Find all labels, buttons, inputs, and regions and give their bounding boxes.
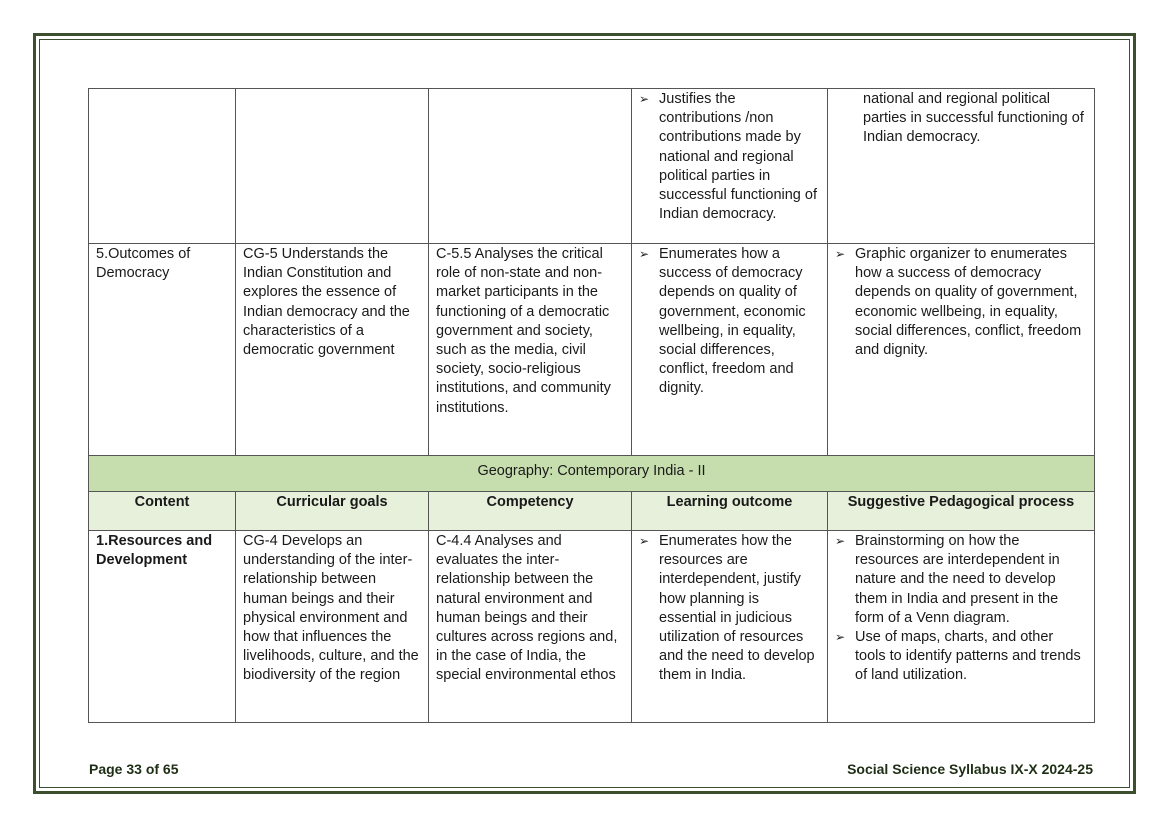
header-row xyxy=(89,492,1095,531)
goal-cell: CG-5 Understands the Indian Constitution and explores the essence of Indian democracy and the characteristics of a democratic government xyxy=(236,244,429,456)
pedagogy-cell xyxy=(828,531,1095,723)
header-content: Content xyxy=(89,492,236,531)
header-competency: Competency xyxy=(429,492,632,531)
section-title: Geography: Contemporary India - II xyxy=(89,456,1095,492)
arrow-bullet-icon: ➢ xyxy=(639,534,650,548)
content-cell: 5.Outcomes of Democracy xyxy=(89,244,236,456)
list-item: ➢ Brainstorming on how the resources are interdependent in nature and the need to develop them in India and present in the form of a Venn diagram. xyxy=(835,532,1087,628)
list-item: ➢ Enumerates how a success of democracy depends on quality of government, economic wellbeing, in equality, social differences, conflict, freedom and dignity. xyxy=(639,245,820,399)
header-pedagogical-process: Suggestive Pedagogical process xyxy=(828,492,1095,531)
arrow-bullet-icon: ➢ xyxy=(835,534,846,548)
arrow-bullet-icon: ➢ xyxy=(639,247,650,261)
content-cell: 1.Resources and Development xyxy=(89,531,236,723)
competency-cell: C-4.4 Analyses and evaluates the inter-relationship between the natural environment and human beings and their cultures across regions and, in the case of India, the special environmental ethos xyxy=(429,531,632,723)
learning-outcome-cell xyxy=(632,531,828,723)
header-learning-outcome: Learning outcome xyxy=(632,492,828,531)
learning-outcome-cell xyxy=(632,244,828,456)
table-row xyxy=(89,531,1095,723)
table-row xyxy=(89,244,1095,456)
document-title: Social Science Syllabus IX-X 2024-25 xyxy=(847,761,1093,777)
goal-cell xyxy=(236,89,429,244)
competency-cell: C-5.5 Analyses the critical role of non-state and non-market participants in the functioning of a democratic government and society, such as the media, civil society, socio-religious institutions, and community institutions. xyxy=(429,244,632,456)
list-item: ➢ Use of maps, charts, and other tools to identify patterns and trends of land utilization. xyxy=(835,628,1087,686)
content-cell xyxy=(89,89,236,244)
list-item: ➢ Enumerates how the resources are interdependent, justify how planning is essential in judicious utilization of resources and the need to develop them in India. xyxy=(639,532,820,686)
arrow-bullet-icon: ➢ xyxy=(835,247,846,261)
table-row xyxy=(89,89,1095,244)
page-number: Page 33 of 65 xyxy=(89,761,179,777)
arrow-bullet-icon: ➢ xyxy=(639,92,650,106)
pedagogy-cell xyxy=(828,244,1095,456)
pedagogy-cell: national and regional political parties in successful functioning of Indian democracy. xyxy=(828,89,1095,244)
syllabus-table xyxy=(88,88,1095,723)
header-curricular-goals: Curricular goals xyxy=(236,492,429,531)
list-item: ➢ Justifies the contributions /non contributions made by national and regional political parties in successful functioning of Indian democracy. xyxy=(639,90,820,224)
list-item: ➢ Graphic organizer to enumerates how a success of democracy depends on quality of government, economic wellbeing, in equality, social differences, conflict, freedom and dignity. xyxy=(835,245,1087,360)
section-row xyxy=(89,456,1095,492)
goal-cell: CG-4 Develops an understanding of the inter-relationship between human beings and their physical environment and how that influences the livelihoods, culture, and the biodiversity of the region xyxy=(236,531,429,723)
competency-cell xyxy=(429,89,632,244)
arrow-bullet-icon: ➢ xyxy=(835,630,846,645)
learning-outcome-cell xyxy=(632,89,828,244)
